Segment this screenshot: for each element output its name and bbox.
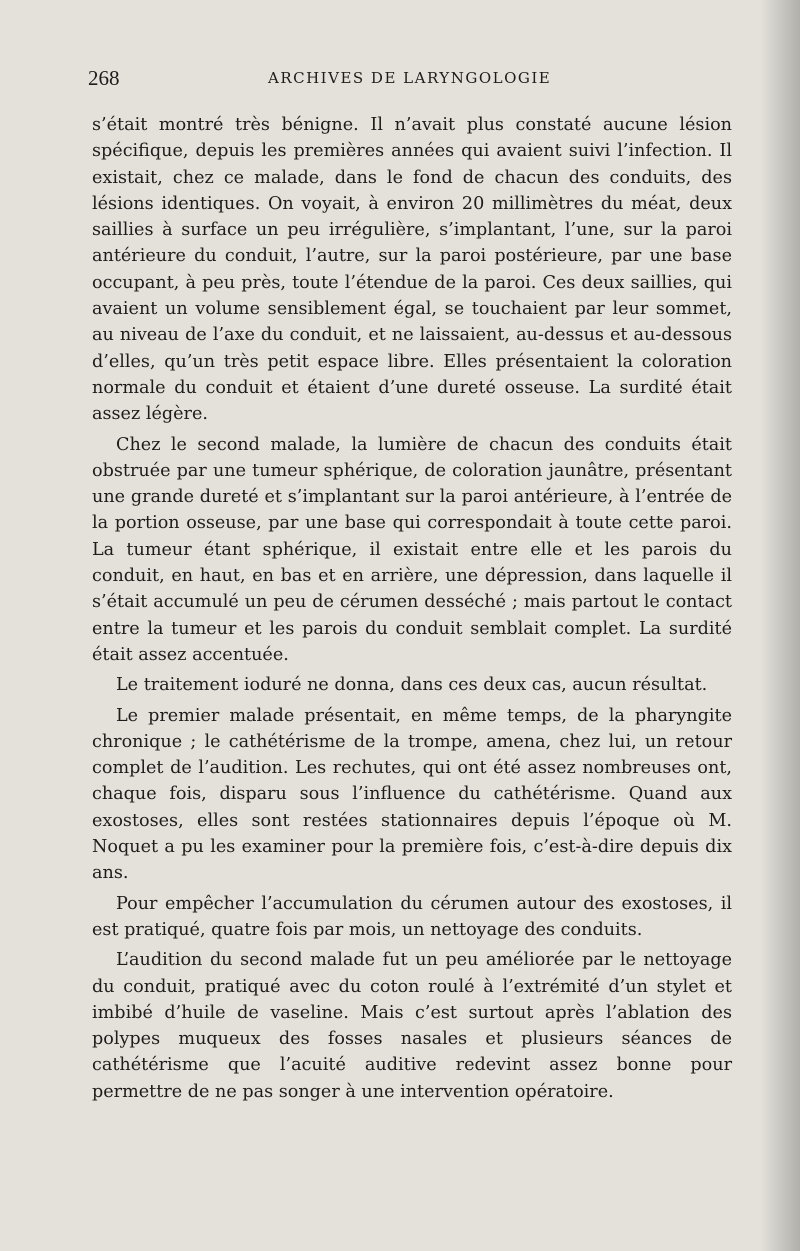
page-header — [88, 66, 738, 96]
paragraph-5: Pour empêcher l’accumulation du cérumen autour des exostoses, il est pratiqué, quatre fois par mois, un nettoyage des conduits. — [92, 893, 732, 940]
paragraph-1: s’était montré très bénigne. Il n’avait plus constaté aucune lésion spécifique, depuis les premières années qui avaient suivi l’infection. Il existait, chez ce malade, dans le fond de chacun des conduits, des lésions identiques. On voyait, à environ 20 millimètres du méat, deux saillies à surface un peu irrégulière, s’implantant, l’une, sur la paroi antérieure du conduit, l’autre, sur la paroi postérieure, par une base occupant, à peu près, toute l’étendue de la paroi. Ces deux saillies, qui avaient un volume sensiblement égal, se touchaient par leur sommet, au niveau de l’axe du conduit, et ne laissaient, au-dessus et au-dessous d’elles, qu’un très petit espace libre. Elles présentaient la coloration normale du conduit et étaient d’une dureté osseuse. La surdité était assez légère. — [92, 115, 732, 425]
running-title: ARCHIVES DE LARYNGOLOGIE — [268, 69, 552, 87]
body-text — [92, 112, 732, 1105]
paragraph-6: L’audition du second malade fut un peu améliorée par le nettoyage du conduit, pratiqué avec du coton roulé à l’extrémité d’un stylet et imbibé d’huile de vaseline. Mais c’est surtout après l’ablation des polypes muqueux des fosses nasales et plusieurs séances de cathétérisme que l’acuité auditive redevint assez bonne pour permettre de ne pas songer à une intervention opératoire. — [92, 950, 732, 1102]
paragraph-2: Chez le second malade, la lumière de chacun des conduits était obstruée par une tumeur sphérique, de coloration jaunâtre, présentant une grande dureté et s’implantant sur la paroi antérieure, à l’entrée de la portion osseuse, par une base qui correspondait à toute cette paroi. La tumeur étant sphérique, il existait entre elle et les parois du conduit, en haut, en bas et en arrière, une dépression, dans laquelle il s’était accumulé un peu de cérumen desséché ; mais partout le contact entre la tumeur et les parois du conduit semblait complet. La surdité était assez accentuée. — [92, 434, 732, 665]
page-number: 268 — [88, 66, 120, 90]
paragraph-3: Le traitement ioduré ne donna, dans ces deux cas, aucun résultat. — [116, 675, 708, 696]
paragraph-4: Le premier malade présentait, en même temps, de la pharyngite chronique ; le cathétérisme de la trompe, amena, chez lui, un retour complet de l’audition. Les rechutes, qui ont été assez nombreuses ont, chaque fois, disparu sous l’influence du cathétérisme. Quand aux exostoses, elles sont restées stationnaires depuis l’époque où M. Noquet a pu les examiner pour la première fois, c’est-à-dire depuis dix ans. — [92, 705, 732, 884]
page-edge-shadow — [760, 0, 800, 1251]
